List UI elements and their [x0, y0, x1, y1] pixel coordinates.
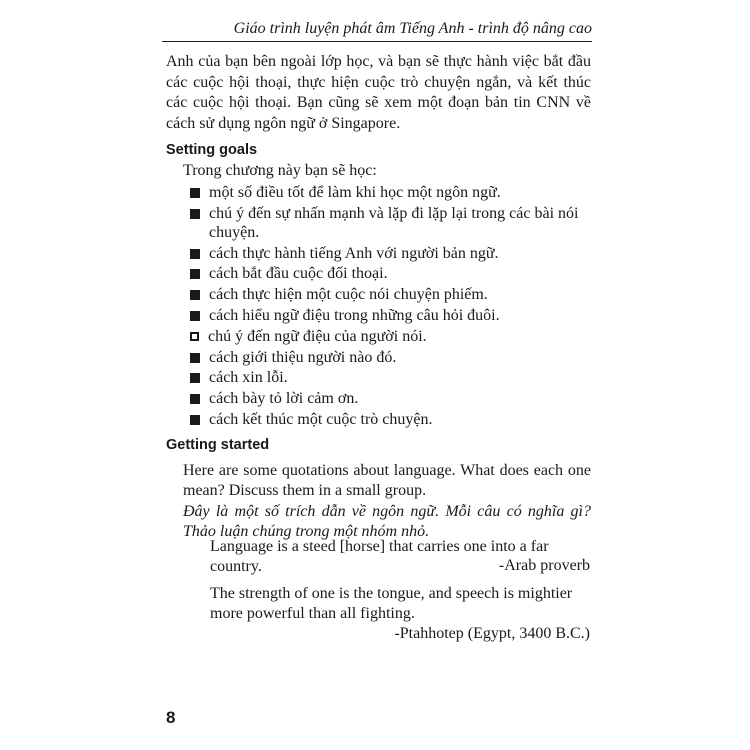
- instruction-english: Here are some quotations about language. What does each one mean? Discuss them in a small group.: [183, 462, 591, 499]
- list-item: cách giới thiệu người nào đó.: [190, 348, 590, 367]
- list-item: cách thực hiện một cuộc nói chuyện phiếm.: [190, 285, 590, 304]
- goals-list: [190, 183, 590, 431]
- bullet-icon: [190, 373, 200, 383]
- bullet-icon: [190, 269, 200, 279]
- list-item: cách bày tỏ lời cảm ơn.: [190, 389, 590, 408]
- setting-goals-heading: Setting goals: [166, 142, 258, 158]
- goals-lead: Trong chương này bạn sẽ học:: [183, 162, 377, 179]
- list-item: cách bắt đầu cuộc đối thoại.: [190, 264, 590, 283]
- list-item: chú ý đến ngữ điệu của người nói.: [190, 327, 590, 346]
- quote-author: -Arab proverb: [498, 557, 590, 574]
- getting-started-heading: Getting started: [166, 437, 270, 453]
- list-item: cách kết thúc một cuộc trò chuyện.: [190, 410, 590, 429]
- bullet-icon: [190, 311, 200, 321]
- bullet-icon: [190, 353, 200, 363]
- quote-text: The strength of one is the tongue, and speech is mightier more powerful than all fighting.: [210, 585, 573, 622]
- running-header: Giáo trình luyện phát âm Tiếng Anh - trình độ nâng cao: [162, 20, 592, 42]
- instruction-vietnamese: Đây là một số trích dẫn về ngôn ngữ. Mỗi câu có nghĩa gì? Thảo luận chúng trong một nhóm nhỏ.: [183, 503, 591, 540]
- bullet-icon: [190, 394, 200, 404]
- list-item: cách thực hành tiếng Anh với người bản ngữ.: [190, 244, 590, 263]
- list-item: cách hiểu ngữ điệu trong những câu hỏi đuôi.: [190, 306, 590, 325]
- bullet-icon: [190, 332, 199, 341]
- bullet-icon: [190, 249, 200, 259]
- quote-text: Language is a steed [horse] that carries one into a far country.: [210, 538, 549, 575]
- quote-author: -Ptahhotep (Egypt, 3400 B.C.): [394, 625, 590, 642]
- list-item: cách xin lỗi.: [190, 368, 590, 387]
- bullet-icon: [190, 290, 200, 300]
- list-item: một số điều tốt để làm khi học một ngôn ngữ.: [190, 183, 590, 202]
- list-item: chú ý đến sự nhấn mạnh và lặp đi lặp lại trong các bài nói chuyện.: [190, 204, 590, 242]
- bullet-icon: [190, 188, 200, 198]
- bullet-icon: [190, 415, 200, 425]
- bullet-icon: [190, 209, 200, 219]
- intro-paragraph: Anh của bạn bên ngoài lớp học, và bạn sẽ thực hành việc bắt đầu các cuộc hội thoại, thực hiện cuộc trò chuyện ngắn, và kết thúc các cuộc hội thoại. Bạn cũng sẽ xem một đoạn bản tin CNN về cách sử dụng ngôn ngữ ở Singapore.: [166, 53, 591, 132]
- page-number: 8: [166, 708, 176, 727]
